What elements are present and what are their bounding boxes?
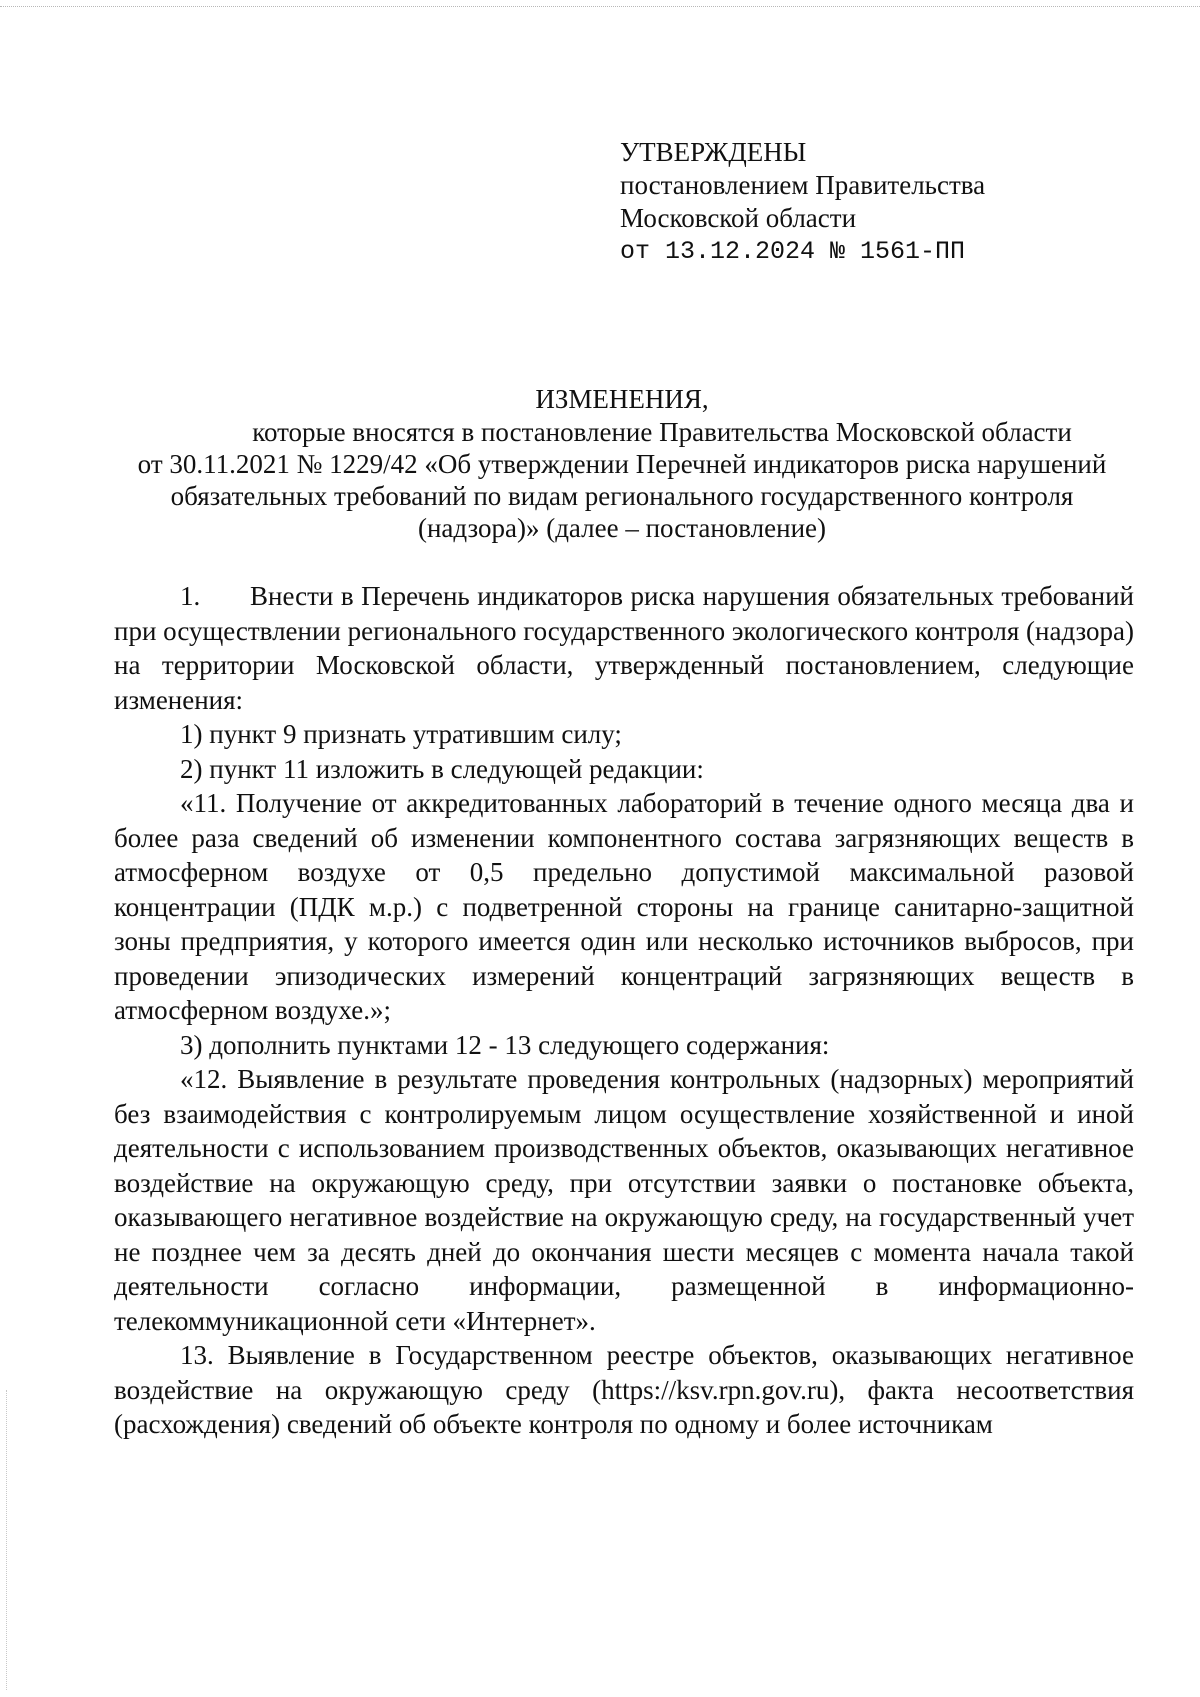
paragraph-1-number: 1.	[180, 581, 201, 611]
clause-11: «11. Получение от аккредитованных лабораторий в течение одного месяца два и более раза сведений об изменении компонентного состава загрязняющих веществ в атмосферном воздухе от 0,5 предельно допустимой максимальной разовой концентрации (ПДК м.р.) с подветренной стороны на границе санитарно-защитной зоны предприятия, у которого имеется один или несколько источников выбросов, при проведении эпизодических измерений концентраций загрязняющих веществ в атмосферном воздухе.»;	[114, 788, 1134, 1025]
paragraph-1	[114, 579, 1134, 717]
scan-edge-top	[0, 6, 1200, 7]
document-body	[114, 579, 1134, 1442]
approval-block	[620, 136, 1180, 268]
clause-13: 13. Выявление в Государственном реестре объектов, оказывающих негативное воздействие на окружающую среду (https://ksv.rpn.gov.ru), факта несоответствия (расхождения) сведений об объекте контроля по одному и более источникам	[114, 1340, 1134, 1439]
title-line-3: обязательных требований по видам регионального государственного контроля	[170, 481, 1074, 511]
clause-12: «12. Выявление в результате проведения контрольных (надзорных) мероприятий без взаимодействия с контролируемым лицом осуществление хозяйственной и иной деятельности с использованием производственных объектов, оказывающих негативное воздействие на окружающую среду, при отсутствии заявки о постановке объекта, оказывающего негативное воздействие на окружающую среду, на государственный учет не позднее чем за десять дней до окончания шести месяцев с момента начала такой деятельности согласно информации, размещенной в информационно-телекоммуникационной сети «Интернет».	[114, 1064, 1134, 1336]
document-title	[112, 383, 1132, 544]
title-line-1: которые вносятся в постановление Правительства Московской области	[252, 417, 1072, 447]
approval-date-number: от 13.12.2024 № 1561-ПП	[620, 237, 966, 266]
approval-line-3: Московской области	[620, 203, 857, 233]
title-line-2: от 30.11.2021 № 1229/42 «Об утверждении Перечней индикаторов риска нарушений	[137, 449, 1107, 479]
list-item-3: 3) дополнить пунктами 12 - 13 следующего содержания:	[180, 1029, 830, 1060]
title-line-4: (надзора)» (далее – постановление)	[417, 513, 826, 543]
approval-heading: УТВЕРЖДЕНЫ	[620, 137, 807, 167]
title-heading: ИЗМЕНЕНИЯ,	[535, 384, 709, 414]
list-item-1: 1) пункт 9 признать утратившим силу;	[180, 719, 622, 749]
approval-line-2: постановлением Правительства	[620, 170, 986, 200]
paragraph-1-text: Внести в Перечень индикаторов риска нарушения обязательных требований при осуществлении регионального государственного экологического контроля (надзора) на территории Московской области, утвержденный постановлением, следующие изменения:	[114, 581, 1135, 715]
scan-edge-left	[6, 1390, 7, 1690]
list-item-2: 2) пункт 11 изложить в следующей редакции:	[180, 753, 704, 784]
